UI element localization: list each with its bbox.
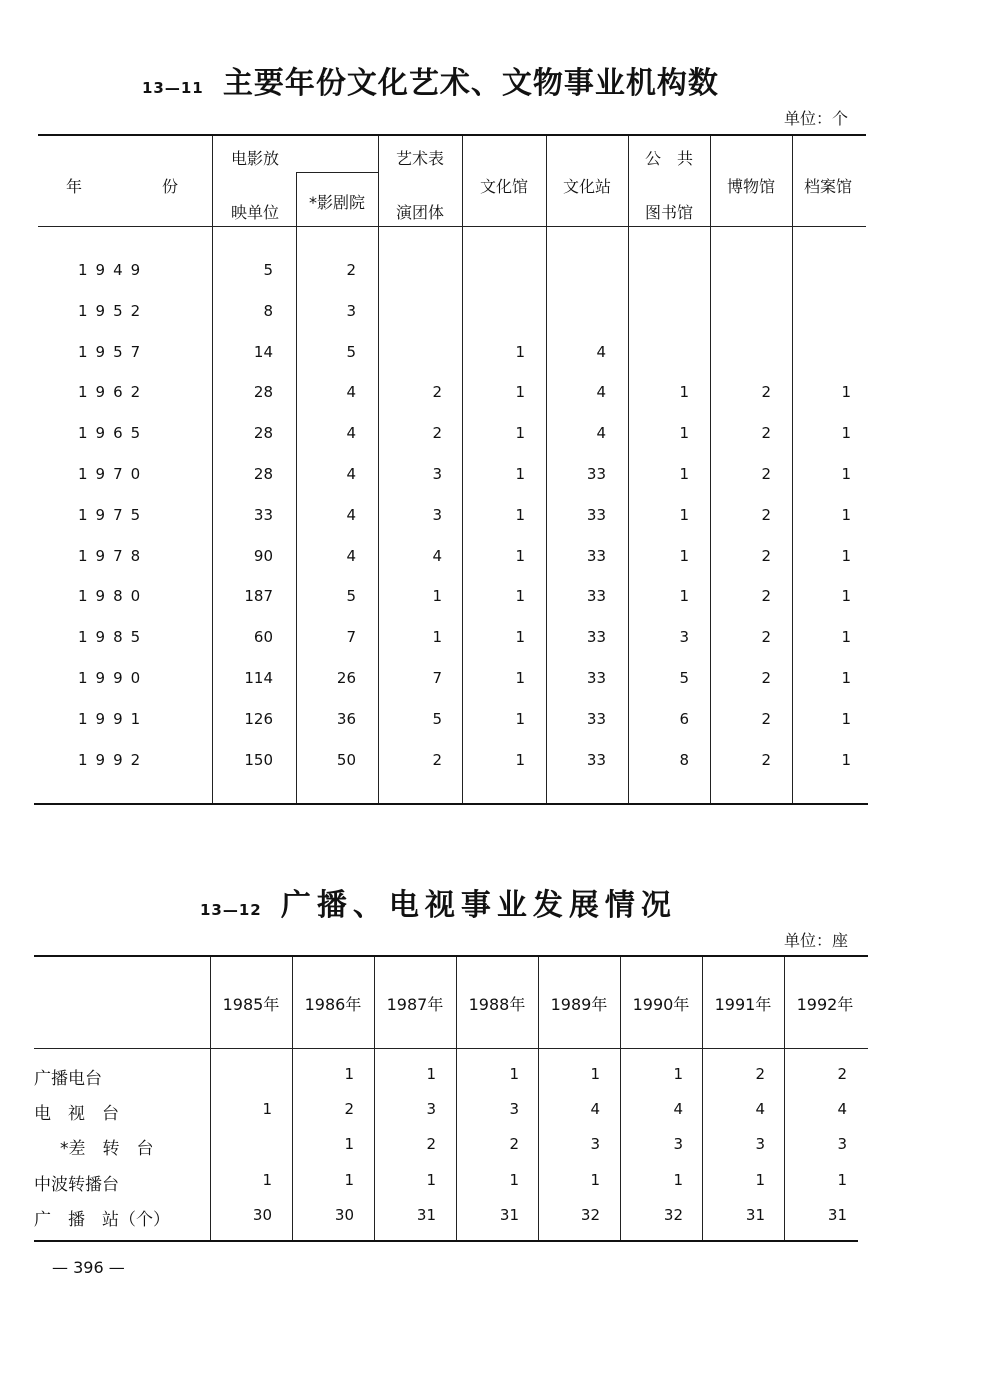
table1-cell: 1 (679, 465, 689, 483)
table1-cell: 1 (841, 628, 851, 647)
table2-cell: 30 (334, 1205, 354, 1224)
table1-cell: 26 (336, 669, 356, 687)
table1-cell: 4 (346, 505, 356, 524)
table1-cell: 33 (586, 628, 606, 647)
table2-cell: 3 (590, 1135, 600, 1154)
table2-cell: 2 (837, 1065, 847, 1083)
table1-cell: 1 (841, 383, 851, 402)
table1-header-library-top: 公 共 (644, 149, 693, 168)
table1-cell: 2 (432, 750, 442, 769)
table2-cell: 1 (344, 1135, 354, 1154)
table1-cell: 33 (586, 587, 606, 606)
table1-cell: 33 (586, 709, 606, 728)
table1-year-cell: 1978 (78, 546, 149, 565)
table1-cell: 1 (432, 587, 442, 606)
table1-cell: 1 (841, 669, 851, 687)
table2-cell: 32 (580, 1205, 600, 1224)
table2-title: 广播、电视事业发展情况 (280, 888, 677, 923)
table1-column-rule (792, 136, 793, 803)
table1-header-library-bottom: 图书馆 (644, 203, 693, 222)
table2-cell: 4 (755, 1100, 765, 1119)
table1-column-rule (296, 172, 297, 803)
table2-cell: 3 (837, 1135, 847, 1154)
table1-year-cell: 1952 (78, 301, 149, 320)
table1-cell: 36 (336, 709, 356, 728)
table1-cell: 33 (253, 505, 273, 524)
table1-cell: 4 (596, 383, 606, 402)
table2-unit: 单位：座 (783, 931, 848, 950)
table2-row-label: 广播电台 (34, 1069, 102, 1089)
table2-cell: 2 (509, 1135, 519, 1154)
table2-cell: 1 (509, 1065, 519, 1083)
table1-cell: 1 (515, 709, 525, 728)
table1-year-cell: 1992 (78, 750, 149, 769)
table1-cell: 50 (336, 750, 356, 769)
table1-cell: 90 (253, 546, 273, 565)
table2-bottom-rule (34, 1240, 858, 1242)
table1-year-cell: 1957 (78, 342, 149, 361)
table1-year-cell: 1962 (78, 383, 149, 402)
table2-cell: 1 (509, 1170, 519, 1189)
table1-cell: 1 (679, 383, 689, 402)
table2-cell: 1 (590, 1065, 600, 1083)
table1-cell: 2 (761, 424, 771, 443)
table1-cell: 3 (432, 505, 442, 524)
table2-cell: 1 (262, 1170, 272, 1189)
table1-cell: 2 (761, 750, 771, 769)
table2-column-header: 1988年 (468, 995, 526, 1014)
table1-cell: 4 (346, 383, 356, 402)
table1-year-cell: 1965 (78, 424, 149, 443)
table1-cell: 1 (679, 505, 689, 524)
table1-cell: 114 (244, 669, 273, 687)
table1-year-cell: 1949 (78, 261, 149, 279)
table2-row-label: 中波转播台 (34, 1174, 119, 1195)
table1-cell: 3 (432, 465, 442, 483)
table2-cell: 32 (663, 1205, 683, 1224)
table1-number: 13—11 (142, 79, 204, 97)
table1-cell: 5 (263, 261, 273, 279)
table1-cell: 2 (432, 424, 442, 443)
table2-row-label: 电 视 台 (34, 1104, 119, 1125)
table1-cell: 1 (679, 546, 689, 565)
table2-column-header: 1986年 (304, 995, 362, 1014)
table1-cell: 2 (761, 383, 771, 402)
table2-column-header: 1990年 (632, 995, 690, 1014)
table1-cell: 1 (841, 505, 851, 524)
table2-header-rule (34, 1048, 868, 1049)
table1-cell: 28 (253, 465, 273, 483)
table1-year-cell: 1991 (78, 709, 149, 728)
table1-cell: 4 (596, 424, 606, 443)
table1-cell: 60 (253, 628, 273, 647)
table1-cell: 8 (679, 750, 689, 769)
table1-cell: 1 (515, 546, 525, 565)
table1-cell: 1 (515, 383, 525, 402)
table2-column-header: 1987年 (386, 995, 444, 1014)
table1-year-cell: 1990 (78, 669, 149, 687)
table1-cell: 33 (586, 546, 606, 565)
table2-cell: 30 (252, 1205, 272, 1224)
table2-cell: 1 (837, 1170, 847, 1189)
page-number: — 396 — (52, 1258, 125, 1277)
table1-cell: 4 (346, 424, 356, 443)
table1-column-rule (546, 136, 547, 803)
table2-cell: 31 (745, 1205, 765, 1224)
table1-film-subrule (296, 172, 378, 173)
table1-cell: 7 (432, 669, 442, 687)
table1-cell: 33 (586, 465, 606, 483)
table2-column-header: 1991年 (714, 995, 772, 1014)
table2-cell: 1 (673, 1065, 683, 1083)
table1-cell: 7 (346, 628, 356, 647)
table1-title-block (142, 58, 719, 102)
table2-cell: 31 (827, 1205, 847, 1224)
table1-cell: 187 (244, 587, 273, 606)
table2-cell: 31 (416, 1205, 436, 1224)
table1-cell: 8 (263, 301, 273, 320)
table1-header-cinema: *影剧院 (308, 193, 365, 212)
table1-cell: 1 (841, 424, 851, 443)
table1-cell: 14 (253, 342, 273, 361)
table2-column-header: 1989年 (550, 995, 608, 1014)
table2-column-header: 1985年 (222, 995, 280, 1014)
table2-cell: 1 (344, 1065, 354, 1083)
table2-cell: 2 (344, 1100, 354, 1119)
table2-cell: 1 (755, 1170, 765, 1189)
table1-header-rule (38, 226, 866, 227)
table2-cell: 1 (590, 1170, 600, 1189)
table1-cell: 2 (761, 669, 771, 687)
table1-header-culture-station: 文化站 (562, 177, 611, 196)
table2-cell: 2 (755, 1065, 765, 1083)
table1-cell: 6 (679, 709, 689, 728)
table1-year-cell: 1985 (78, 628, 149, 647)
table1-column-rule (710, 136, 711, 803)
table2-row-label: 广 播 站（个） (34, 1209, 170, 1230)
table1-year-cell: 1980 (78, 587, 149, 606)
table1-cell: 1 (515, 465, 525, 483)
table1-header-film-top: 电影放 (230, 149, 279, 168)
table1-cell: 2 (761, 587, 771, 606)
table2-cell: 31 (499, 1205, 519, 1224)
table1-cell: 2 (761, 709, 771, 728)
table1-bottom-rule (34, 803, 868, 805)
table2-cell: 1 (344, 1170, 354, 1189)
table1-cell: 1 (679, 587, 689, 606)
table1-cell: 5 (679, 669, 689, 687)
table1-header-culture-hall: 文化馆 (479, 177, 528, 196)
table1-title: 主要年份文化艺术、文物事业机构数 (222, 66, 719, 101)
table1-cell: 2 (761, 465, 771, 483)
table1-year-cell: 1970 (78, 465, 149, 483)
table1-cell: 3 (346, 301, 356, 320)
table1-cell: 28 (253, 424, 273, 443)
table1-cell: 1 (841, 709, 851, 728)
table1-header-year-right: 份 (162, 177, 179, 196)
table1-cell: 3 (679, 628, 689, 647)
table1-column-rule (212, 136, 213, 803)
table1-header-arts-top: 艺术表 (395, 149, 444, 168)
table1-cell: 5 (432, 709, 442, 728)
table1-cell: 2 (346, 261, 356, 279)
table1-cell: 1 (515, 628, 525, 647)
table2-cell: 4 (673, 1100, 683, 1119)
table2-cell: 4 (590, 1100, 600, 1119)
table1-cell: 1 (841, 465, 851, 483)
table1-header-year-left: 年 (66, 177, 83, 196)
table1-cell: 2 (761, 546, 771, 565)
table1-cell: 1 (841, 546, 851, 565)
table1-cell: 4 (432, 546, 442, 565)
table1-cell: 5 (346, 342, 356, 361)
table2-column-header: 1992年 (796, 995, 854, 1014)
table2-cell: 3 (426, 1100, 436, 1119)
table1-cell: 1 (515, 424, 525, 443)
table2-cell: 3 (509, 1100, 519, 1119)
table1-column-rule (628, 136, 629, 803)
table2-cell: 1 (673, 1170, 683, 1189)
table1-header-archive: 档案馆 (803, 177, 852, 196)
table1-cell: 1 (841, 587, 851, 606)
table2-cell: 1 (426, 1170, 436, 1189)
table1-cell: 33 (586, 669, 606, 687)
table1-year-cell: 1975 (78, 505, 149, 524)
table1-cell: 1 (841, 750, 851, 769)
table1-cell: 1 (515, 750, 525, 769)
table1-column-rule (378, 136, 379, 803)
table1-unit: 单位：个 (783, 109, 848, 128)
table1-cell: 1 (515, 505, 525, 524)
table1-cell: 4 (346, 465, 356, 483)
table1-cell: 33 (586, 505, 606, 524)
table1-cell: 1 (515, 587, 525, 606)
table1-cell: 4 (346, 546, 356, 565)
table1-cell: 2 (761, 505, 771, 524)
table1-top-rule (38, 134, 866, 136)
table2-cell: 4 (837, 1100, 847, 1119)
table1-header-museum: 博物馆 (726, 177, 775, 196)
table1-cell: 126 (244, 709, 273, 728)
table2-cell: 2 (426, 1135, 436, 1154)
table2-cell: 1 (426, 1065, 436, 1083)
table2-cell: 3 (673, 1135, 683, 1154)
table2-title-block (200, 880, 677, 924)
table2-row-label: *差 转 台 (60, 1139, 154, 1160)
table1-cell: 28 (253, 383, 273, 402)
table1-cell: 2 (432, 383, 442, 402)
table1-cell: 4 (596, 342, 606, 361)
table2-cell: 3 (755, 1135, 765, 1154)
table1-header-arts-bottom: 演团体 (395, 203, 444, 222)
table2-top-rule (34, 955, 868, 957)
table1-cell: 1 (515, 669, 525, 687)
table2-number: 13—12 (200, 901, 262, 919)
table1-header-film-bottom: 映单位 (230, 203, 279, 222)
table1-cell: 1 (679, 424, 689, 443)
table1-cell: 2 (761, 628, 771, 647)
table1-cell: 5 (346, 587, 356, 606)
table1-cell: 150 (244, 750, 273, 769)
table1-cell: 33 (586, 750, 606, 769)
table1-cell: 1 (432, 628, 442, 647)
table1-cell: 1 (515, 342, 525, 361)
table2-cell: 1 (262, 1100, 272, 1119)
table1-column-rule (462, 136, 463, 803)
